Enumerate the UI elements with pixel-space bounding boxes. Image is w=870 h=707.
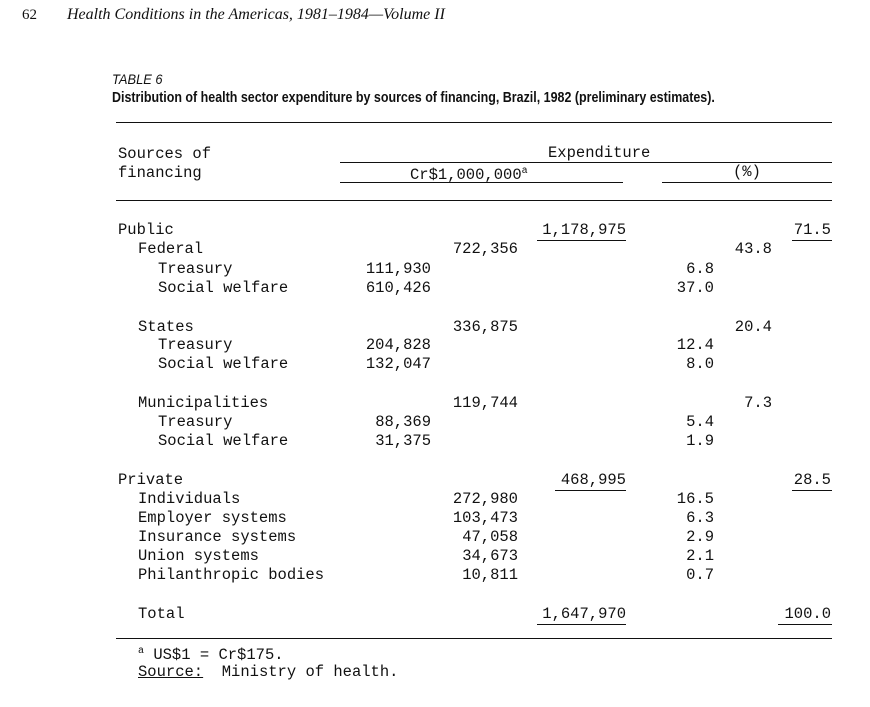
table-bottom-rule <box>116 638 832 639</box>
row-label-employer-systems: Employer systems <box>138 509 287 527</box>
row-label-insurance-systems: Insurance systems <box>138 528 297 546</box>
header-sources-line1: Sources of <box>118 145 212 163</box>
header-sources-line2: financing <box>118 164 202 182</box>
row-label-states-treasury: Treasury <box>158 336 233 354</box>
cell-employer-systems-percent: 6.3 <box>686 509 714 527</box>
table-label: TABLE 6 <box>112 71 163 87</box>
row-label-union-systems: Union systems <box>138 547 259 565</box>
cell-federal-treasury-percent: 6.8 <box>686 260 714 278</box>
cell-states-subtotal: 336,875 <box>452 318 518 336</box>
header-currency-rule <box>340 182 623 183</box>
row-label-federal: Federal <box>138 240 204 258</box>
cell-employer-systems: 103,473 <box>452 509 518 527</box>
row-label-philanthropic-bodies: Philanthropic bodies <box>138 566 325 584</box>
row-label-public: Public <box>118 221 174 239</box>
footnote-currency: $^a$ US$1 = Cr$175. <box>138 646 284 665</box>
header-expenditure: Expenditure <box>548 144 651 162</box>
cell-federal-percent: 43.8 <box>734 240 772 258</box>
cell-individuals-percent: 16.5 <box>676 490 714 508</box>
cell-municipalities-subtotal: 119,744 <box>452 394 518 412</box>
underline-private-percent <box>792 490 832 491</box>
cell-municipalities-social-welfare-percent: 1.9 <box>686 432 714 450</box>
cell-public-percent: 71.5 <box>793 221 831 239</box>
cell-federal-subtotal: 722,356 <box>452 240 518 258</box>
cell-grand-total: 1,647,970 <box>542 605 626 623</box>
cell-union-systems-percent: 2.1 <box>686 547 714 565</box>
cell-municipalities-treasury: 88,369 <box>375 413 431 431</box>
cell-public-total: 1,178,975 <box>542 221 626 239</box>
cell-individuals: 272,980 <box>452 490 518 508</box>
header-currency: Cr$1,000,000$^a$ <box>410 166 528 185</box>
row-label-municipalities-treasury: Treasury <box>158 413 233 431</box>
cell-philanthropic-bodies-percent: 0.7 <box>686 566 714 584</box>
cell-union-systems: 34,673 <box>462 547 518 565</box>
row-label-federal-treasury: Treasury <box>158 260 233 278</box>
cell-federal-social-welfare-percent: 37.0 <box>676 279 714 297</box>
underline-public-total <box>537 240 626 241</box>
underline-grand-total <box>537 624 626 625</box>
underline-grand-total-percent <box>778 624 832 625</box>
cell-federal-social-welfare: 610,426 <box>365 279 431 297</box>
underline-public-percent <box>792 240 832 241</box>
cell-states-treasury: 204,828 <box>365 336 431 354</box>
cell-states-treasury-percent: 12.4 <box>676 336 714 354</box>
cell-municipalities-percent: 7.3 <box>744 394 772 412</box>
row-label-federal-social-welfare: Social welfare <box>158 279 289 297</box>
row-label-states: States <box>138 318 194 336</box>
cell-insurance-systems: 47,058 <box>462 528 518 546</box>
cell-grand-total-percent: 100.0 <box>784 605 831 623</box>
page-number: 62 <box>22 7 37 23</box>
footnote-source: Source: Ministry of health. <box>138 663 399 681</box>
header-percent-rule <box>662 182 832 183</box>
row-label-municipalities: Municipalities <box>138 394 269 412</box>
row-label-municipalities-social-welfare: Social welfare <box>158 432 289 450</box>
running-head: Health Conditions in the Americas, 1981–1984—Volume II <box>67 6 445 23</box>
cell-states-social-welfare-percent: 8.0 <box>686 355 714 373</box>
cell-insurance-systems-percent: 2.9 <box>686 528 714 546</box>
row-label-states-social-welfare: Social welfare <box>158 355 289 373</box>
header-bottom-rule <box>116 200 832 201</box>
cell-private-total: 468,995 <box>560 471 626 489</box>
row-label-private: Private <box>118 471 184 489</box>
cell-municipalities-social-welfare: 31,375 <box>375 432 431 450</box>
cell-private-percent: 28.5 <box>793 471 831 489</box>
table-title: Distribution of health sector expenditure by sources of financing, Brazil, 1982 (preliminary estimates). <box>112 90 715 106</box>
table-top-rule <box>116 122 832 123</box>
cell-philanthropic-bodies: 10,811 <box>462 566 518 584</box>
cell-states-percent: 20.4 <box>734 318 772 336</box>
cell-federal-treasury: 111,930 <box>365 260 431 278</box>
row-label-total: Total <box>138 605 185 623</box>
header-percent: (%) <box>733 163 761 181</box>
row-label-individuals: Individuals <box>138 490 241 508</box>
cell-states-social-welfare: 132,047 <box>365 355 431 373</box>
underline-private-total <box>555 490 626 491</box>
cell-municipalities-treasury-percent: 5.4 <box>686 413 714 431</box>
